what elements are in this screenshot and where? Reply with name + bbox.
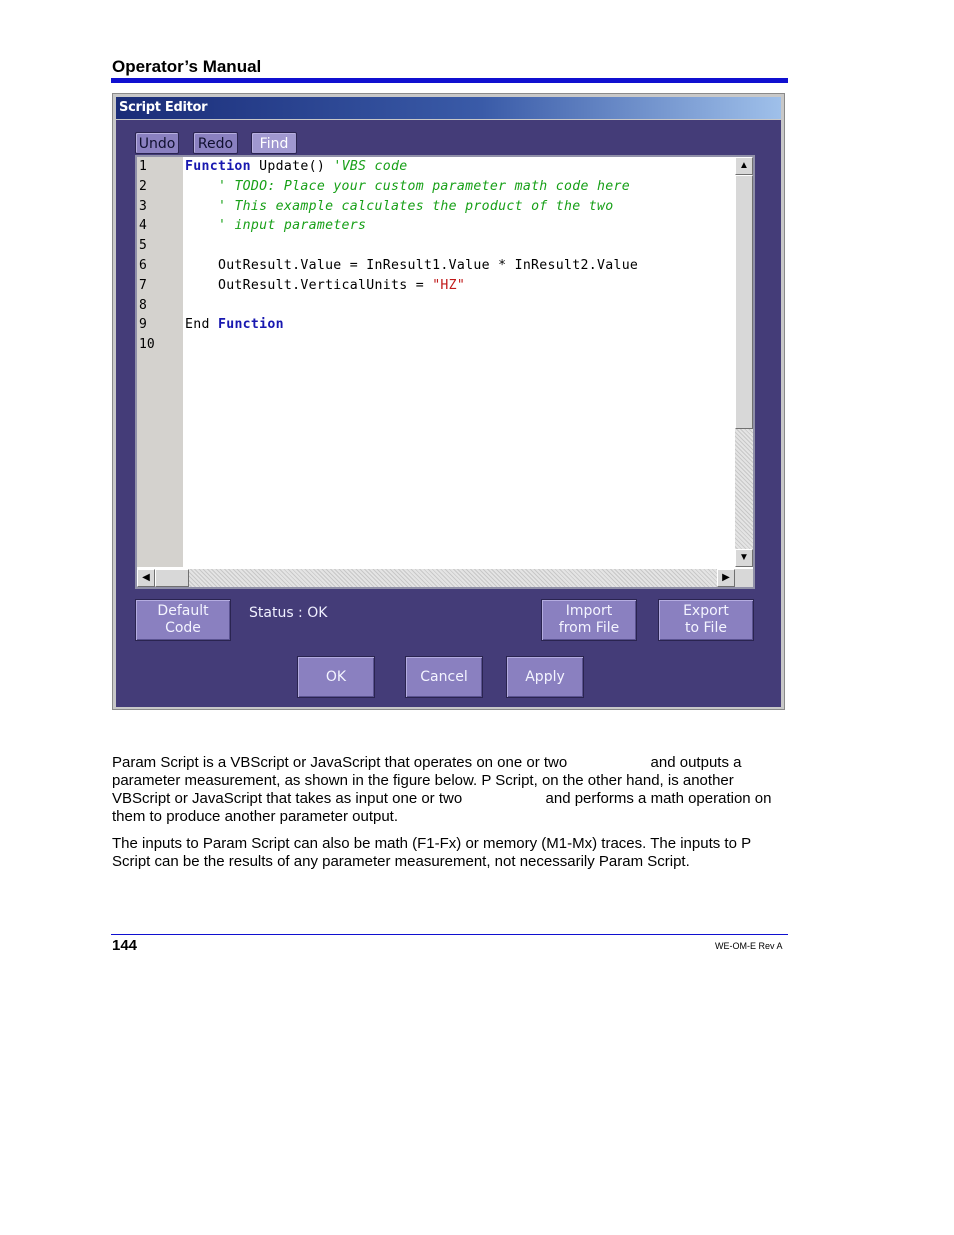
cancel-button[interactable]: Cancel bbox=[405, 656, 483, 698]
code-line bbox=[185, 159, 407, 174]
code-line bbox=[185, 278, 465, 293]
horizontal-scroll-thumb[interactable] bbox=[155, 569, 189, 587]
vertical-scroll-thumb[interactable] bbox=[735, 175, 753, 429]
code-token: ' TODO: Place your custom parameter math code here bbox=[217, 178, 630, 194]
code-token bbox=[185, 218, 218, 233]
code-editor[interactable] bbox=[135, 155, 755, 589]
code-token: OutResult.VerticalUnits = bbox=[185, 277, 433, 293]
line-number: 5 bbox=[139, 238, 147, 254]
redo-button[interactable]: Redo bbox=[193, 132, 238, 154]
document-revision: WE-OM-E Rev A bbox=[715, 941, 783, 951]
scroll-down-icon[interactable]: ▼ bbox=[735, 549, 753, 567]
scroll-right-icon[interactable]: ▶ bbox=[717, 569, 735, 587]
paragraph-2: The inputs to Param Script can also be math (F1-Fx) or memory (M1-Mx) traces. The inputs to P Script can be the results of any parameter measurement, not necessarily Param Script. bbox=[112, 835, 752, 870]
default-code-button[interactable]: Default Code bbox=[135, 599, 231, 641]
script-editor-window bbox=[112, 93, 785, 710]
code-token: Function bbox=[217, 317, 284, 333]
code-token: ' input parameters bbox=[217, 218, 367, 234]
import-from-file-button[interactable]: Import from File bbox=[541, 599, 637, 641]
code-token: "HZ" bbox=[432, 277, 466, 293]
line-number: 8 bbox=[139, 297, 147, 313]
code-line bbox=[185, 218, 366, 233]
vertical-scrollbar[interactable] bbox=[735, 157, 753, 567]
undo-button[interactable]: Undo bbox=[135, 132, 179, 154]
line-number: 1 bbox=[139, 159, 147, 174]
line-number: 3 bbox=[139, 198, 147, 214]
export-to-file-button[interactable]: Export to File bbox=[658, 599, 754, 641]
code-token: OutResult.Value = InResult1.Value * InResult2.Value bbox=[185, 258, 639, 273]
line-number: 7 bbox=[139, 277, 147, 293]
code-token: End bbox=[185, 317, 218, 333]
scrollbar-corner bbox=[735, 569, 753, 587]
code-line bbox=[185, 317, 284, 332]
line-number-gutter bbox=[137, 157, 183, 567]
code-line bbox=[185, 179, 630, 194]
window-title: Script Editor bbox=[119, 100, 208, 115]
line-number: 4 bbox=[139, 218, 147, 234]
find-button[interactable]: Find bbox=[251, 132, 297, 154]
line-number: 6 bbox=[139, 258, 147, 273]
footer-rule bbox=[111, 934, 788, 935]
ok-button[interactable]: OK bbox=[297, 656, 375, 698]
scroll-left-icon[interactable]: ◀ bbox=[137, 569, 155, 587]
editor-panel bbox=[116, 120, 781, 707]
code-token: Update() bbox=[250, 159, 334, 174]
horizontal-scrollbar[interactable] bbox=[137, 569, 735, 587]
page-number: 144 bbox=[112, 937, 138, 954]
apply-button[interactable]: Apply bbox=[506, 656, 584, 698]
line-number: 10 bbox=[139, 337, 155, 353]
header-title: Operator’s Manual bbox=[112, 57, 262, 76]
paragraph-1: Param Script is a VBScript or JavaScript that operates on one or two and outputs a parameter measurement, as shown in the figure below. P Script, on the other hand, is another VBScript or JavaScript that takes as input one or two and performs a math operation on them to produce another parameter output. bbox=[112, 754, 772, 825]
line-number: 2 bbox=[139, 178, 147, 194]
code-token: 'VBS code bbox=[333, 159, 408, 174]
code-token bbox=[185, 179, 218, 194]
code-line bbox=[185, 199, 613, 214]
code-token: Function bbox=[185, 159, 251, 174]
header-rule bbox=[111, 78, 788, 83]
scroll-up-icon[interactable]: ▲ bbox=[735, 157, 753, 175]
window-titlebar[interactable] bbox=[116, 97, 781, 119]
code-token bbox=[185, 199, 218, 214]
code-token: ' This example calculates the product of the two bbox=[217, 198, 614, 214]
status-text: Status : OK bbox=[249, 605, 328, 621]
line-number: 9 bbox=[139, 317, 147, 333]
code-line bbox=[185, 258, 638, 273]
